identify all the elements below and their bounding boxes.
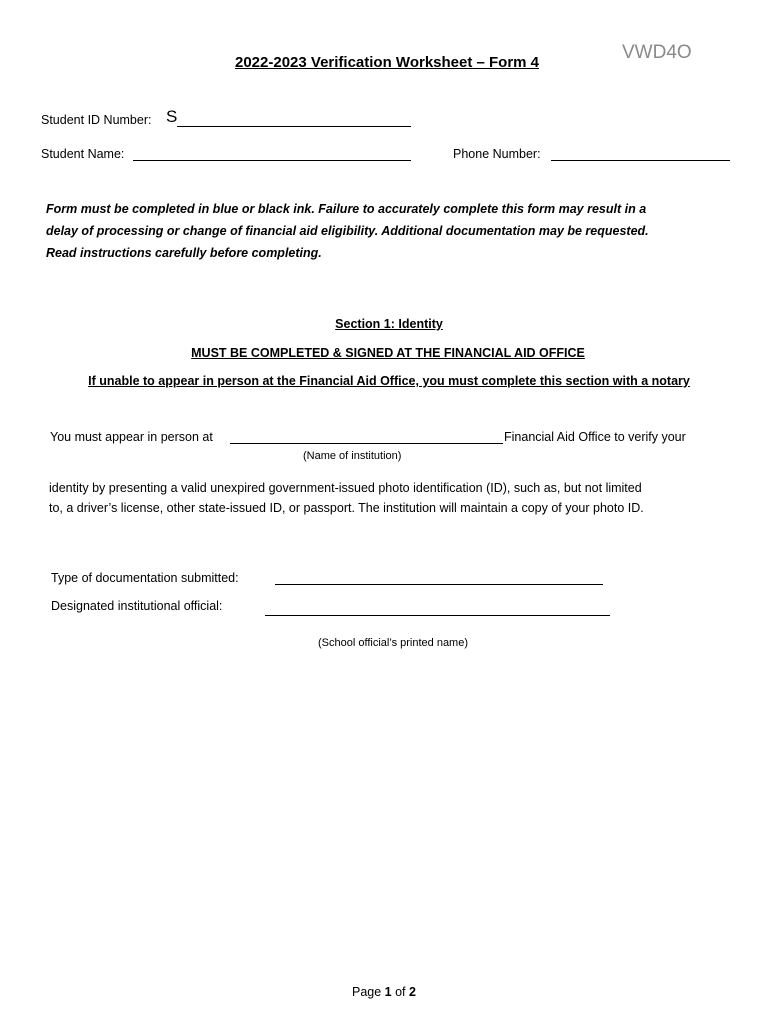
form-title: 2022-2023 Verification Worksheet – Form 4: [235, 54, 540, 71]
instruction-line-3: Read instructions carefully before completing.: [46, 246, 322, 260]
section1-subheading-2: If unable to appear in person at the Financial Aid Office, you must complete this section with a notary: [88, 374, 690, 388]
page-word: Page: [352, 985, 385, 999]
financial-aid-office-text: Financial Aid Office to verify your: [504, 430, 686, 444]
phone-number-label: Phone Number:: [453, 147, 541, 161]
official-name-field[interactable]: [265, 615, 610, 616]
instruction-line-1: Form must be completed in blue or black ink. Failure to accurately complete this form may result in a: [46, 202, 647, 216]
student-name-field[interactable]: [133, 160, 411, 161]
institution-name-field[interactable]: [230, 443, 503, 444]
doc-type-label: Type of documentation submitted:: [51, 571, 239, 585]
official-label: Designated institutional official:: [51, 599, 223, 613]
student-name-label: Student Name:: [41, 147, 125, 161]
page-number: [352, 985, 416, 999]
identity-line-2: to, a driver’s license, other state-issued ID, or passport. The institution will maintain a copy of your photo ID.: [49, 501, 644, 515]
official-caption: (School official’s printed name): [318, 637, 469, 649]
student-id-field[interactable]: [177, 126, 411, 127]
section1-subheading-1: MUST BE COMPLETED & SIGNED AT THE FINANCIAL AID OFFICE: [191, 346, 585, 360]
form-code: VWD4O: [622, 42, 692, 63]
section1-heading: Section 1: Identity: [335, 317, 443, 331]
student-id-label: Student ID Number:: [41, 113, 152, 127]
student-id-prefix: S: [166, 107, 178, 126]
doc-type-field[interactable]: [275, 584, 603, 585]
instruction-line-2: delay of processing or change of financial aid eligibility. Additional documentation may be requested.: [46, 224, 649, 238]
page-of: of: [391, 985, 409, 999]
appear-in-person-text: You must appear in person at: [50, 430, 213, 444]
identity-line-1: identity by presenting a valid unexpired government-issued photo identification (ID), such as, but not limited: [49, 481, 642, 495]
page-total: 2: [409, 985, 416, 999]
page-current: 1: [384, 985, 392, 999]
phone-number-field[interactable]: [551, 160, 730, 161]
institution-caption: (Name of institution): [303, 450, 402, 462]
